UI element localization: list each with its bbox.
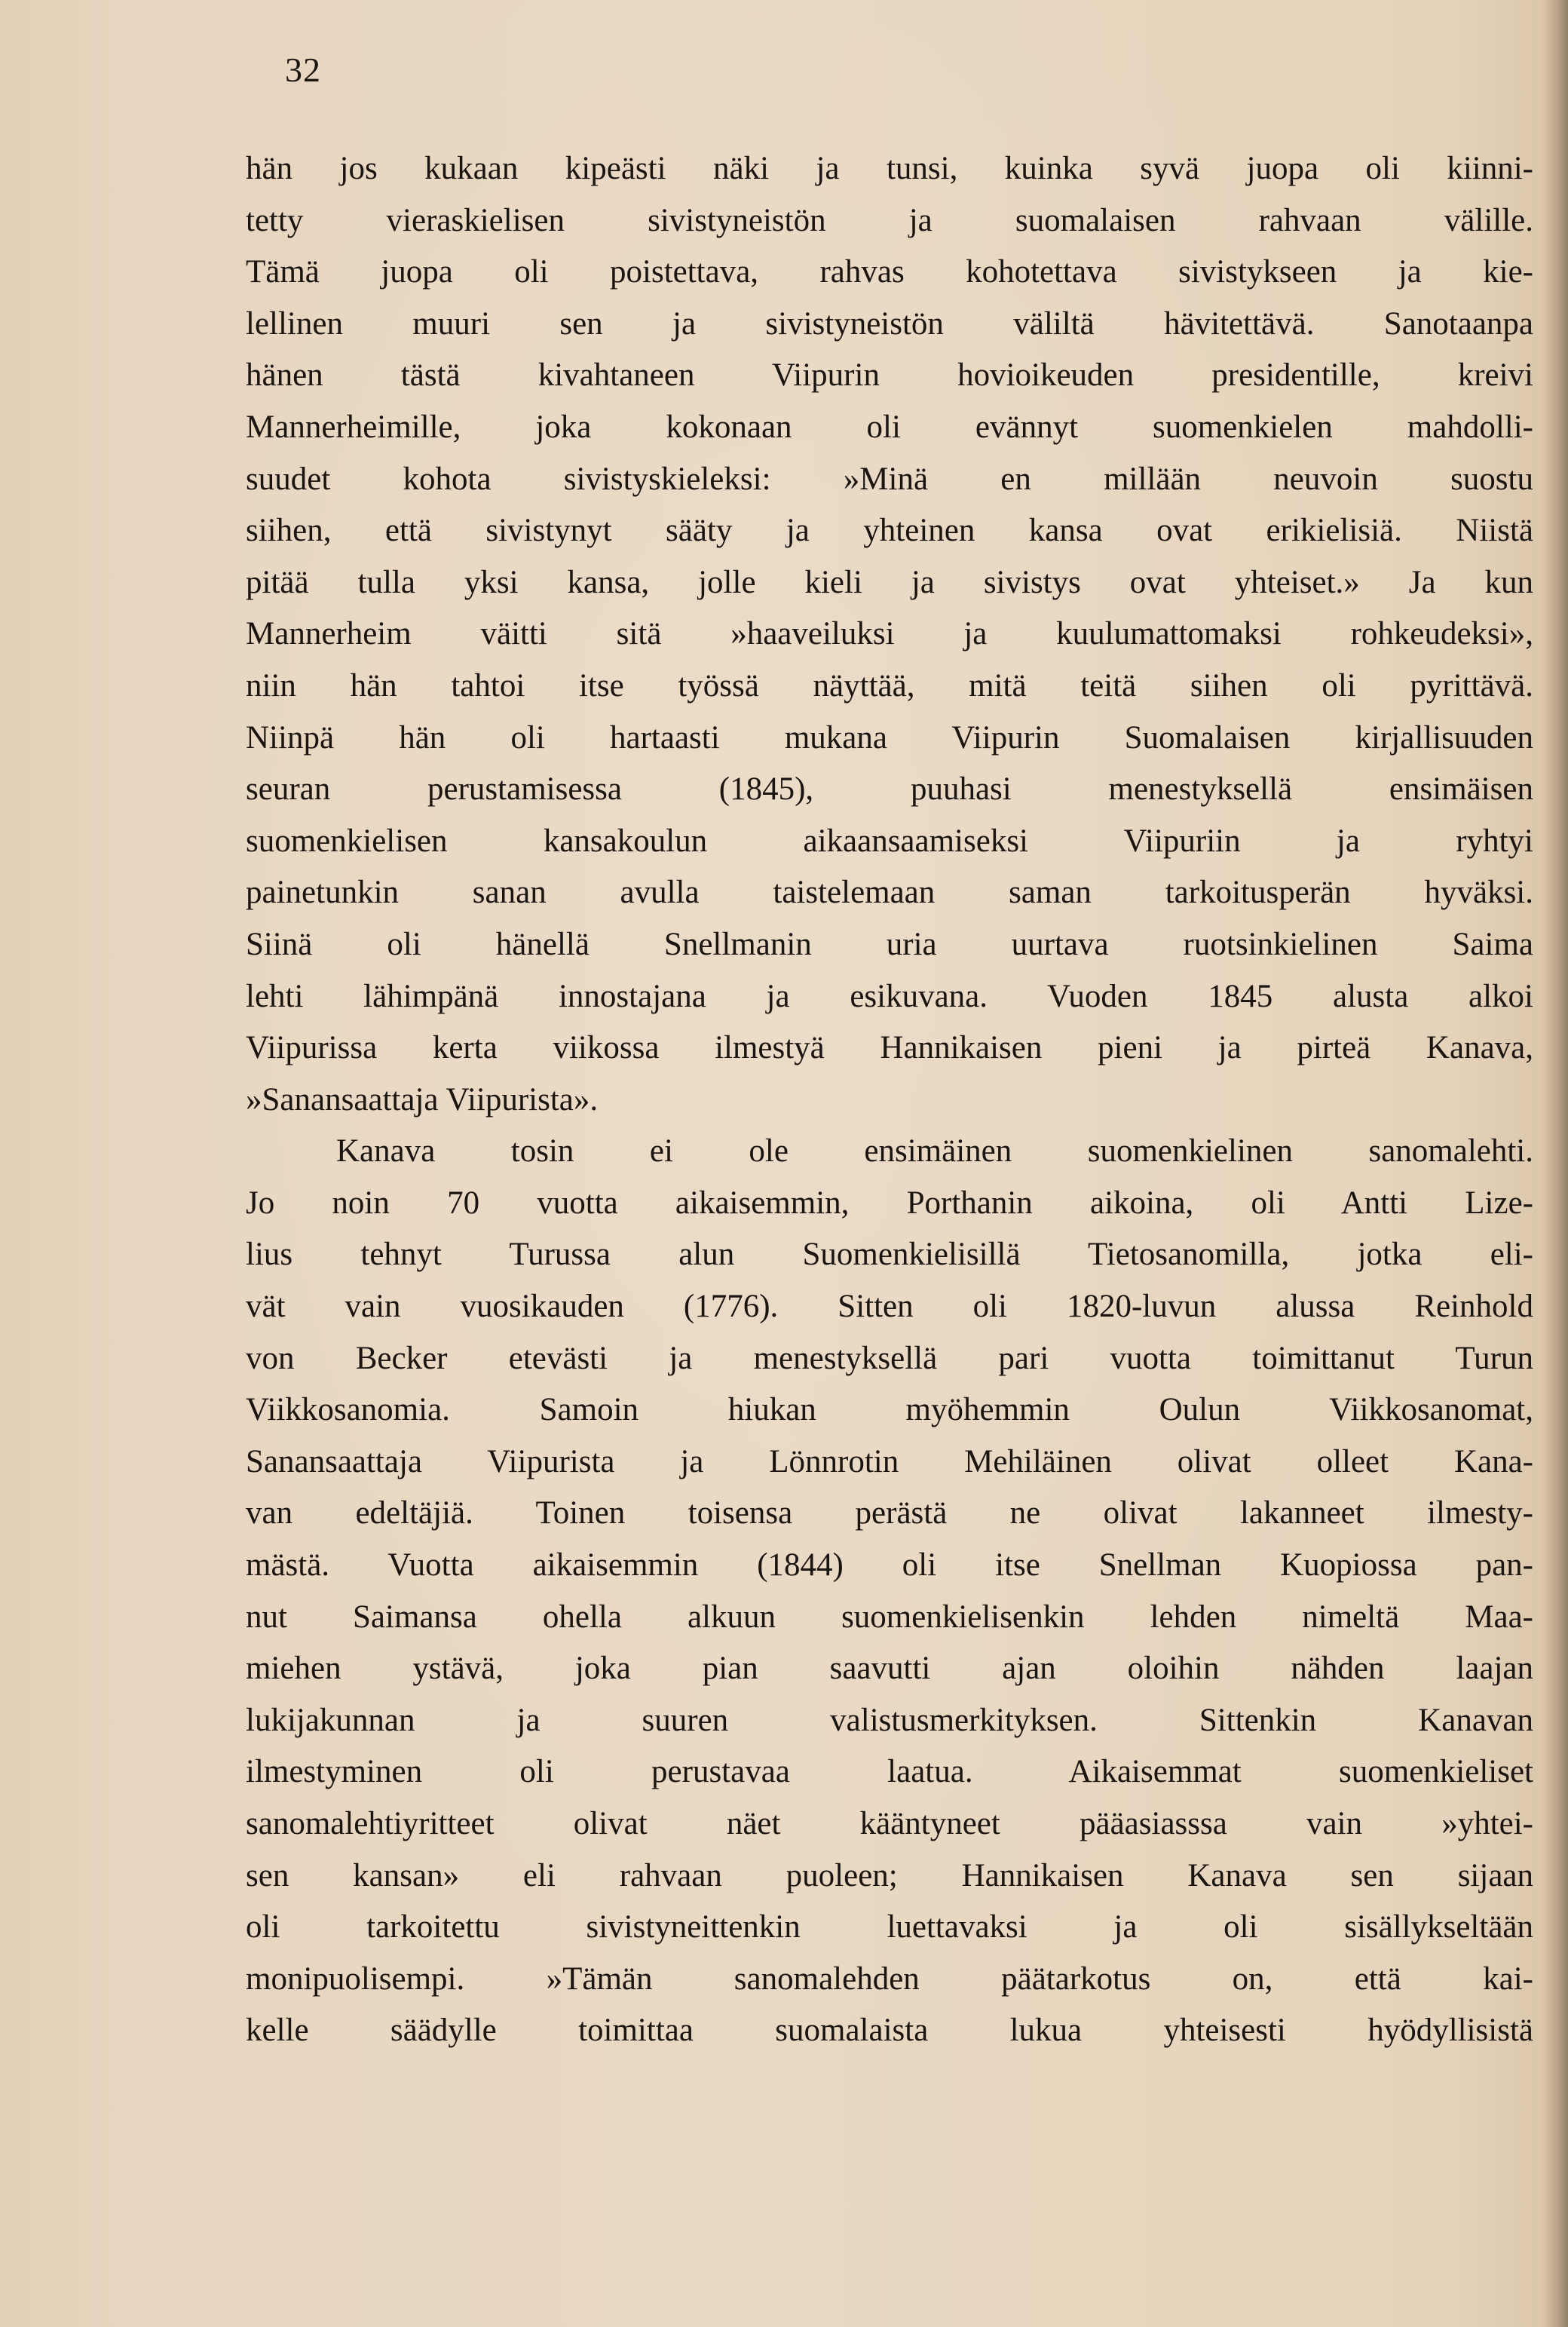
text-line: van edeltäjiä. Toinen toisensa perästä ne olivat lakanneet ilmesty- xyxy=(246,1495,1533,1531)
text-line-paragraph-start: Kanava tosin ei ole ensimäinen suomenkielinen sanomalehti. xyxy=(336,1133,1533,1170)
text-line: kelle säädylle toimittaa suomalaista lukua yhteisesti hyödyllisistä xyxy=(246,2013,1533,2049)
text-line: Tämä juopa oli poistettava, rahvas kohotettava sivistykseen ja kie- xyxy=(246,254,1533,290)
text-line: niin hän tahtoi itse työssä näyttää, mitä teitä siihen oli pyrittävä. xyxy=(246,667,1533,704)
text-line: nut Saimansa ohella alkuun suomenkielisenkin lehden nimeltä Maa- xyxy=(246,1599,1533,1635)
text-line: sen kansan» eli rahvaan puoleen; Hannikaisen Kanava sen sijaan xyxy=(246,1857,1533,1893)
text-line: ilmestyminen oli perustavaa laatua. Aikaisemmat suomenkieliset xyxy=(246,1754,1533,1790)
text-line: siihen, että sivistynyt sääty ja yhteinen kansa ovat erikielisiä. Niistä xyxy=(246,513,1533,549)
text-line-paragraph-end: »Sanansaattaja Viipurista». xyxy=(246,1081,599,1118)
text-line: hän jos kukaan kipeästi näki ja tunsi, kuinka syvä juopa oli kiinni- xyxy=(246,151,1533,186)
text-line: von Becker etevästi ja menestyksellä pari vuotta toimittanut Turun xyxy=(246,1340,1533,1376)
text-line: hänen tästä kivahtaneen Viipurin hovioikeuden presidentille, kreivi xyxy=(246,357,1533,394)
text-line: painetunkin sanan avulla taistelemaan saman tarkoitusperän hyväksi. xyxy=(246,875,1533,911)
text-line: Jo noin 70 vuotta aikaisemmin, Porthanin aikoina, oli Antti Lize- xyxy=(246,1185,1533,1221)
text-line: Siinä oli hänellä Snellmanin uria uurtava ruotsinkielinen Saima xyxy=(246,926,1533,962)
page-edge-shadow xyxy=(1542,0,1568,2327)
text-line: sanomalehtiyritteet olivat näet kääntyneet pääasiasssa vain »yhtei- xyxy=(246,1806,1533,1841)
text-line: suudet kohota sivistyskieleksi: »Minä en millään neuvoin suostu xyxy=(246,461,1533,497)
text-line: monipuolisempi. »Tämän sanomalehden päätarkotus on, että kai- xyxy=(246,1961,1533,1997)
text-line: seuran perustamisessa (1845), puuhasi menestyksellä ensimäisen xyxy=(246,771,1533,808)
text-line: Viipurissa kerta viikossa ilmestyä Hannikaisen pieni ja pirteä Kanava, xyxy=(246,1030,1533,1066)
text-line: Mannerheimille, joka kokonaan oli evännyt suomenkielen mahdolli- xyxy=(246,409,1533,445)
page-number: 32 xyxy=(285,51,321,89)
text-line: Niinpä hän oli hartaasti mukana Viipurin Suomalaisen kirjallisuuden xyxy=(246,719,1533,756)
text-line: pitää tulla yksi kansa, jolle kieli ja sivistys ovat yhteiset.» Ja kun xyxy=(246,564,1533,600)
text-line: tetty vieraskielisen sivistyneistön ja suomalaisen rahvaan välille. xyxy=(246,202,1533,238)
text-line: Viikkosanomia. Samoin hiukan myöhemmin Oulun Viikkosanomat, xyxy=(246,1392,1533,1428)
text-line: miehen ystävä, joka pian saavutti ajan oloihin nähden laajan xyxy=(246,1651,1533,1687)
text-line: suomenkielisen kansakoulun aikaansaamiseksi Viipuriin ja ryhtyi xyxy=(246,823,1533,859)
text-line: vät vain vuosikauden (1776). Sitten oli 1820-luvun alussa Reinhold xyxy=(246,1289,1533,1325)
text-line: mästä. Vuotta aikaisemmin (1844) oli itse Snellman Kuopiossa pan- xyxy=(246,1547,1533,1584)
body-text xyxy=(246,143,1533,2057)
text-line: lukijakunnan ja suuren valistusmerkityksen. Sittenkin Kanavan xyxy=(246,1702,1533,1738)
text-line: Mannerheim väitti sitä »haaveiluksi ja kuulumattomaksi rohkeudeksi», xyxy=(246,616,1533,652)
text-line: lehti lähimpänä innostajana ja esikuvana. Vuoden 1845 alusta alkoi xyxy=(246,978,1533,1014)
text-line: oli tarkoitettu sivistyneittenkin luettavaksi ja oli sisällykseltään xyxy=(246,1909,1533,1945)
text-line: lellinen muuri sen ja sivistyneistön väliltä hävitettävä. Sanotaanpa xyxy=(246,305,1533,342)
text-line: Sanansaattaja Viipurista ja Lönnrotin Mehiläinen olivat olleet Kana- xyxy=(246,1443,1533,1479)
text-line: lius tehnyt Turussa alun Suomenkielisillä Tietosanomilla, jotka eli- xyxy=(246,1237,1533,1273)
